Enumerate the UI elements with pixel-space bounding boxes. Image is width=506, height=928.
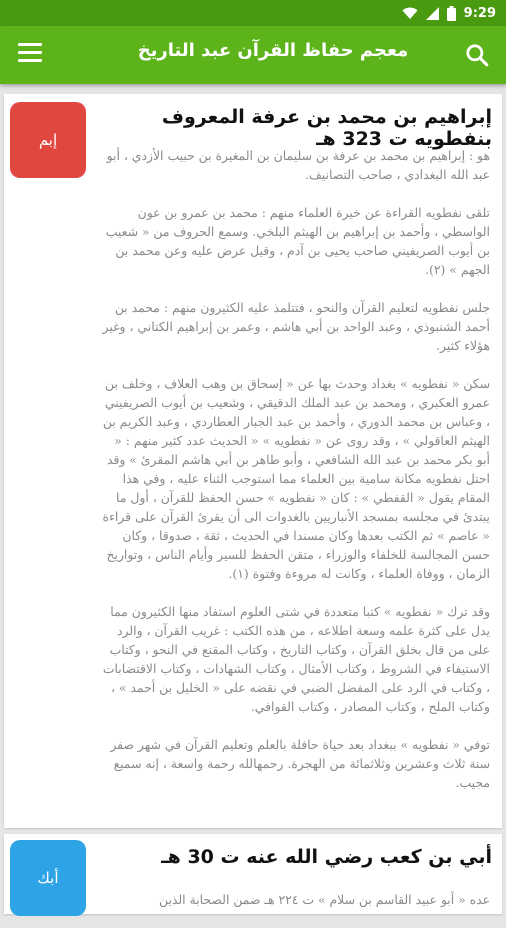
app-bar [0,26,506,84]
entry-paragraph: تلقى نفطويه القراءة عن خيرة العلماء منهم : محمد بن عمرو بن عون الواسطي ، وأحمد بن إبراهيم بن الهيثم البلخي. وسمع الحروف من « شعيب بن أيوب الصريفيني صاحب يحيى بن آدم ، وقيل عرض عليه وعن محمد بن الجهم » (٢). [105,205,490,277]
entry-paragraph: وقد ترك « نفطويه » كتبا متعددة في شتى العلوم استفاد منها الكثيرون مما يدل على كثرة علمه وسعة اطلاعه ، من هذه الكتب : غريب القرآن ، والرد على من قال بخلق القرآن ، وكتاب التاريخ ، وكتاب المقنع في النحو ، وكتاب الاستيفاء في الشروط ، وكتاب الأمثال ، وكتاب الشهادات ، وكتاب الاقتضابات ، وكتاب في الرد على المفضل الضبي في نقضه على « الخليل بن أحمد » ، وكتاب الملح ، وكتاب المصادر ، وكتاب القوافي. [102,604,490,714]
status-bar [0,0,506,26]
battery-icon [447,6,456,21]
entry-body [100,890,490,928]
app-title: معجم حفاظ القرآن عبد التاريخ [137,40,409,61]
cell-signal-icon [426,7,439,20]
wifi-icon [402,7,418,20]
entry-paragraph: سكن « نفطويه » بغداد وحدث بها عن « إسحاق بن وهب العلاف ، وخلف بن عمرو العكبري ، ومحمد بن عبد الملك الدقيقي ، وشعيب بن أيوب الصريفيني ، وعباس بن محمد الدوري ، وأحمد بن عبد الجبار العطاردي ، وعبد الكريم بن الهيثم العاقولي » ، وقد روى عن « نفطويه » « الحديث عدد كثير منهم : « أبو بكر محمد بن عبد الله الشافعي ، وأبو طاهر بن أبي هاشم المقرئ » وقد احتل نفطويه مكانة سامية بين العلماء مما استوجب الثناء عليه ، وفي هذا المقام يقول « القفطي » : كان « نفطويه » حسن الحفظ للقرآن ، أول ما يبتدئ في مجلسه بمسجد الأنباريين بالغدوات الى أن يقرئ القرآن على قراءة « عاصم » ثم الكتب بعدها وكان مسندا في الحديث ، ثقة ، صدوقا ، وكان حسن المجالسة للخلفاء والوزراء ، متقن الحفظ للسير وأيام الناس ، وتواريخ الزمان ، ووفاة العلماء ، وكانت له مروءة وفتوة (١). [102,376,490,581]
entry-avatar: إبم [10,102,86,178]
entry-paragraph: توفي « نفطويه » ببغداد بعد حياة حافلة بالعلم وتعليم القرآن في شهر صفر سنة ثلاث وعشرين وثلاثمائة من الهجرة. رحمهالله رحمة واسعة ، إنه سميع مجيب. [110,737,490,790]
entry-avatar: أبك [10,840,86,916]
entry-card[interactable] [4,94,502,828]
entry-card[interactable] [4,834,502,914]
entry-title: أبي بن كعب رضي الله عنه ت 30 هـ [161,846,492,868]
entry-paragraph: جلس نفطويه لتعليم القرآن والنحو ، فتتلمذ عليه الكثيرون منهم : محمد بن أحمد الشنبوذي ، وعبد الواحد بن أبي هاشم ، وعمر بن إبراهيم الكتاني ، وغير هؤلاء كثير. [102,300,490,353]
entry-title: إبراهيم بن محمد بن عرفة المعروف بنفطويه ت 323 هـ [161,106,492,150]
entry-body [100,146,490,811]
status-time: 9:29 [463,5,496,21]
entry-paragraph: هو : إبراهيم بن محمد بن عرفة بن سليمان بن المغيرة بن حبيب الأزدي ، أبو عبد الله البغدادي ، صاحب التصانيف. [106,148,490,182]
entry-paragraph: عده « أبو عبيد القاسم بن سلام » ت ٢٢٤ هـ ضمن الصحابة الذين [159,892,490,907]
search-icon[interactable] [464,42,490,68]
